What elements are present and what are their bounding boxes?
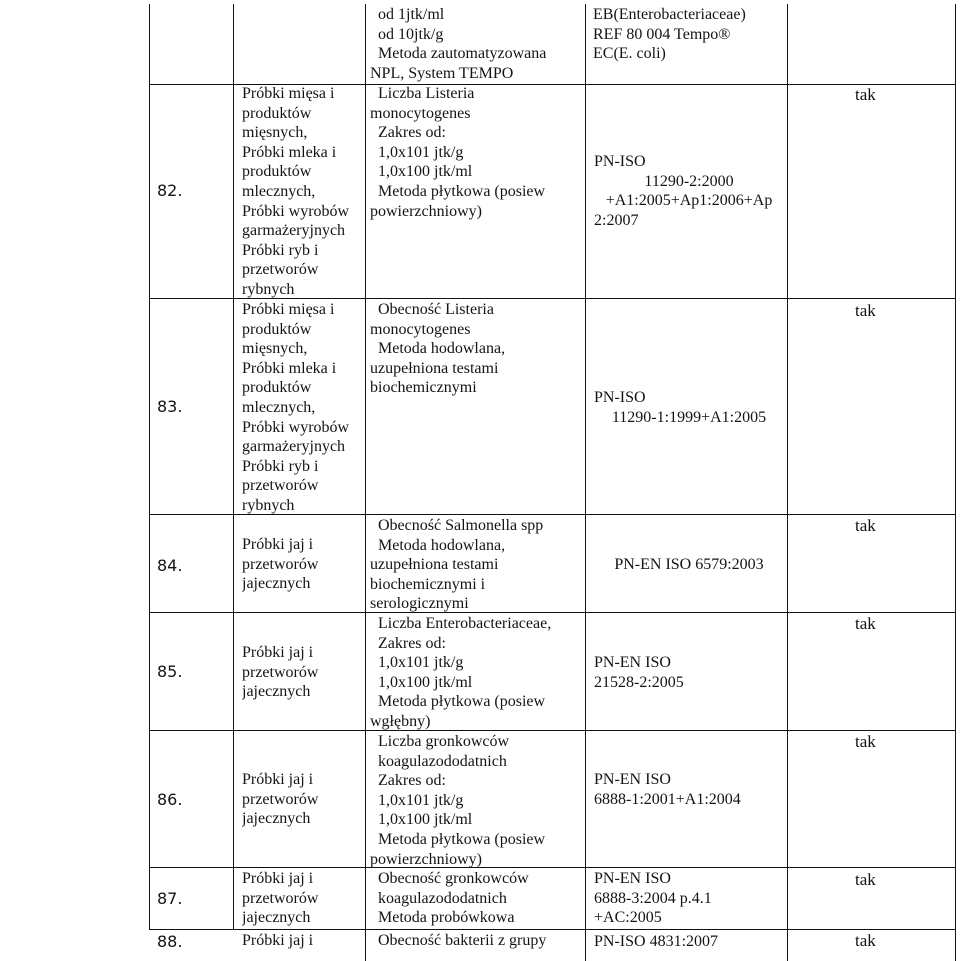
sample-line: Próbki mięsa i — [242, 85, 335, 102]
row-number: 86. — [157, 790, 183, 809]
accreditation-value: tak — [855, 516, 876, 535]
method-line: koagulazododatnich — [378, 752, 507, 770]
accreditation-value: tak — [855, 870, 876, 889]
accreditation-value: tak — [855, 614, 876, 633]
norm-line: PN-EN ISO — [594, 870, 671, 887]
method-cell — [370, 84, 582, 221]
norm-line: PN-ISO 4831:2007 — [594, 933, 719, 950]
method-line: od 10jtk/g — [378, 25, 444, 43]
method-line: 1,0x101 jtk/g — [378, 143, 464, 161]
norm-cell — [594, 152, 784, 230]
method-line: koagulazododatnich — [378, 889, 507, 907]
sample-line: Próbki ryb i — [242, 241, 319, 259]
method-line: Liczba Enterobacteriaceae, — [378, 615, 552, 632]
method-line: Zakres od: — [378, 124, 446, 142]
norm-line: EC(E. coli) — [593, 45, 666, 63]
method-line: Obecność bakterii z grupy — [378, 932, 547, 949]
norm-line: PN-EN ISO 6579:2003 — [614, 556, 764, 573]
method-line: Liczba gronkowców — [378, 733, 510, 750]
sample-line: przetworów — [242, 261, 319, 279]
sample-line: Próbki mleka i — [242, 143, 337, 161]
sample-line: przetworów — [242, 663, 319, 681]
norm-line: EB(Enterobacteriaceae) — [593, 6, 746, 23]
accreditation-value: tak — [855, 301, 876, 320]
row-number: 88. — [157, 932, 183, 951]
norm-line: 6888-3:2004 p.4.1 — [594, 889, 712, 907]
method-line: biochemicznymi — [370, 379, 477, 397]
sample-line: przetworów — [242, 889, 319, 907]
sample-line: Próbki jaj i — [242, 771, 314, 788]
sample-line: Próbki jaj i — [242, 536, 314, 553]
sample-line: Próbki mięsa i — [242, 301, 335, 318]
sample-line: Próbki jaj i — [242, 644, 314, 661]
method-line: Metoda płytkowa (posiew — [378, 830, 546, 848]
sample-line: Próbki jaj i — [242, 870, 314, 887]
method-cell — [370, 869, 582, 928]
sample-cell — [242, 535, 364, 594]
method-line: Metoda hodowlana, — [378, 536, 506, 554]
method-line: serologicznymi — [370, 595, 469, 613]
sample-cell — [242, 84, 364, 300]
sample-line: rybnych — [242, 496, 295, 514]
method-cell — [370, 732, 582, 869]
accreditation-value: tak — [855, 931, 876, 950]
sample-line: produktów — [242, 320, 312, 338]
sample-line: przetworów — [242, 555, 319, 573]
method-line: 1,0x100 jtk/ml — [378, 811, 473, 829]
sample-line: Próbki mleka i — [242, 359, 337, 377]
method-line: monocytogenes — [370, 320, 471, 338]
method-line: monocytogenes — [370, 104, 471, 122]
sample-line: przetworów — [242, 477, 319, 495]
sample-cell — [242, 770, 364, 829]
method-line: NPL, System TEMPO — [370, 64, 514, 82]
norm-cell — [594, 869, 784, 928]
method-cell — [370, 516, 582, 614]
accreditation-value: tak — [855, 732, 876, 751]
sample-line: Próbki ryb i — [242, 457, 319, 475]
method-cell — [370, 614, 582, 732]
norm-cell — [594, 932, 784, 952]
sample-cell — [242, 869, 364, 928]
sample-line: jajecznych — [242, 575, 311, 593]
sample-line: Próbki wyrobów — [242, 418, 350, 436]
norm-line: 11290-2:2000 — [644, 172, 734, 190]
method-line: Metoda hodowlana, — [378, 340, 506, 358]
sample-line: produktów — [242, 104, 312, 122]
method-line: 1,0x100 jtk/ml — [378, 673, 473, 691]
norm-line: +A1:2005+Ap1:2006+Ap — [605, 192, 773, 210]
method-line: Obecność Salmonella spp — [378, 517, 544, 534]
method-line: Zakres od: — [378, 772, 446, 790]
method-line: uzupełniona testami — [370, 359, 499, 377]
method-line: powierzchniowy) — [370, 850, 482, 868]
norm-line: PN-ISO — [594, 389, 646, 406]
norm-line: PN-EN ISO — [594, 771, 671, 788]
sample-line: Próbki jaj i — [242, 932, 314, 949]
method-line: od 1jtk/ml — [378, 6, 445, 23]
sample-cell — [242, 643, 364, 702]
sample-line: jajecznych — [242, 810, 311, 828]
row-number: 82. — [157, 181, 183, 200]
norm-line: PN-EN ISO — [594, 654, 671, 671]
sample-line: produktów — [242, 163, 312, 181]
sample-line: mięsnych, — [242, 340, 308, 358]
norm-line: 21528-2:2005 — [594, 673, 684, 691]
sample-line: jajecznych — [242, 683, 311, 701]
accreditation-value: tak — [855, 85, 876, 104]
norm-line: 2:2007 — [594, 211, 639, 229]
norm-line: REF 80 004 Tempo® — [593, 25, 731, 43]
sample-cell — [242, 300, 364, 516]
norm-line: 6888-1:2001+A1:2004 — [594, 790, 741, 808]
norm-cell-top — [593, 5, 783, 64]
method-line: Obecność Listeria — [378, 301, 494, 318]
norm-line: +AC:2005 — [594, 909, 662, 927]
sample-line: Próbki wyrobów — [242, 202, 350, 220]
method-cell — [370, 300, 582, 398]
sample-cell — [242, 931, 364, 951]
method-line: wgłębny) — [370, 712, 431, 730]
method-line: Metoda zautomatyzowana — [378, 45, 547, 63]
method-line: 1,0x101 jtk/g — [378, 654, 464, 672]
sample-line: mlecznych, — [242, 398, 316, 416]
norm-cell — [594, 555, 784, 575]
norm-line: PN-ISO — [594, 153, 646, 170]
method-line: Liczba Listeria — [378, 85, 475, 102]
method-cell — [370, 931, 582, 951]
method-line: Metoda płytkowa (posiew — [378, 693, 546, 711]
norm-cell — [594, 653, 784, 692]
row-number: 87. — [157, 889, 183, 908]
method-line: biochemicznymi i — [370, 575, 486, 593]
method-line: 1,0x100 jtk/ml — [378, 163, 473, 181]
method-line: 1,0x101 jtk/g — [378, 791, 464, 809]
row-number: 85. — [157, 662, 183, 681]
method-line: Obecność gronkowców — [378, 870, 529, 887]
norm-cell — [594, 770, 784, 809]
method-line: Metoda probówkowa — [378, 909, 515, 927]
norm-cell — [594, 388, 784, 427]
sample-line: garmażeryjnych — [242, 222, 346, 240]
sample-line: produktów — [242, 379, 312, 397]
sample-line: jajecznych — [242, 909, 311, 927]
method-line: powierzchniowy) — [370, 202, 482, 220]
row-number: 84. — [157, 556, 183, 575]
method-cell-top — [370, 5, 582, 83]
method-line: Zakres od: — [378, 634, 446, 652]
sample-line: garmażeryjnych — [242, 438, 346, 456]
sample-line: przetworów — [242, 790, 319, 808]
sample-line: rybnych — [242, 280, 295, 298]
row-number: 83. — [157, 397, 183, 416]
method-line: uzupełniona testami — [370, 556, 499, 574]
sample-line: mięsnych, — [242, 124, 308, 142]
norm-line: 11290-1:1999+A1:2005 — [611, 408, 767, 426]
method-line: Metoda płytkowa (posiew — [378, 182, 546, 200]
sample-line: mlecznych, — [242, 182, 316, 200]
